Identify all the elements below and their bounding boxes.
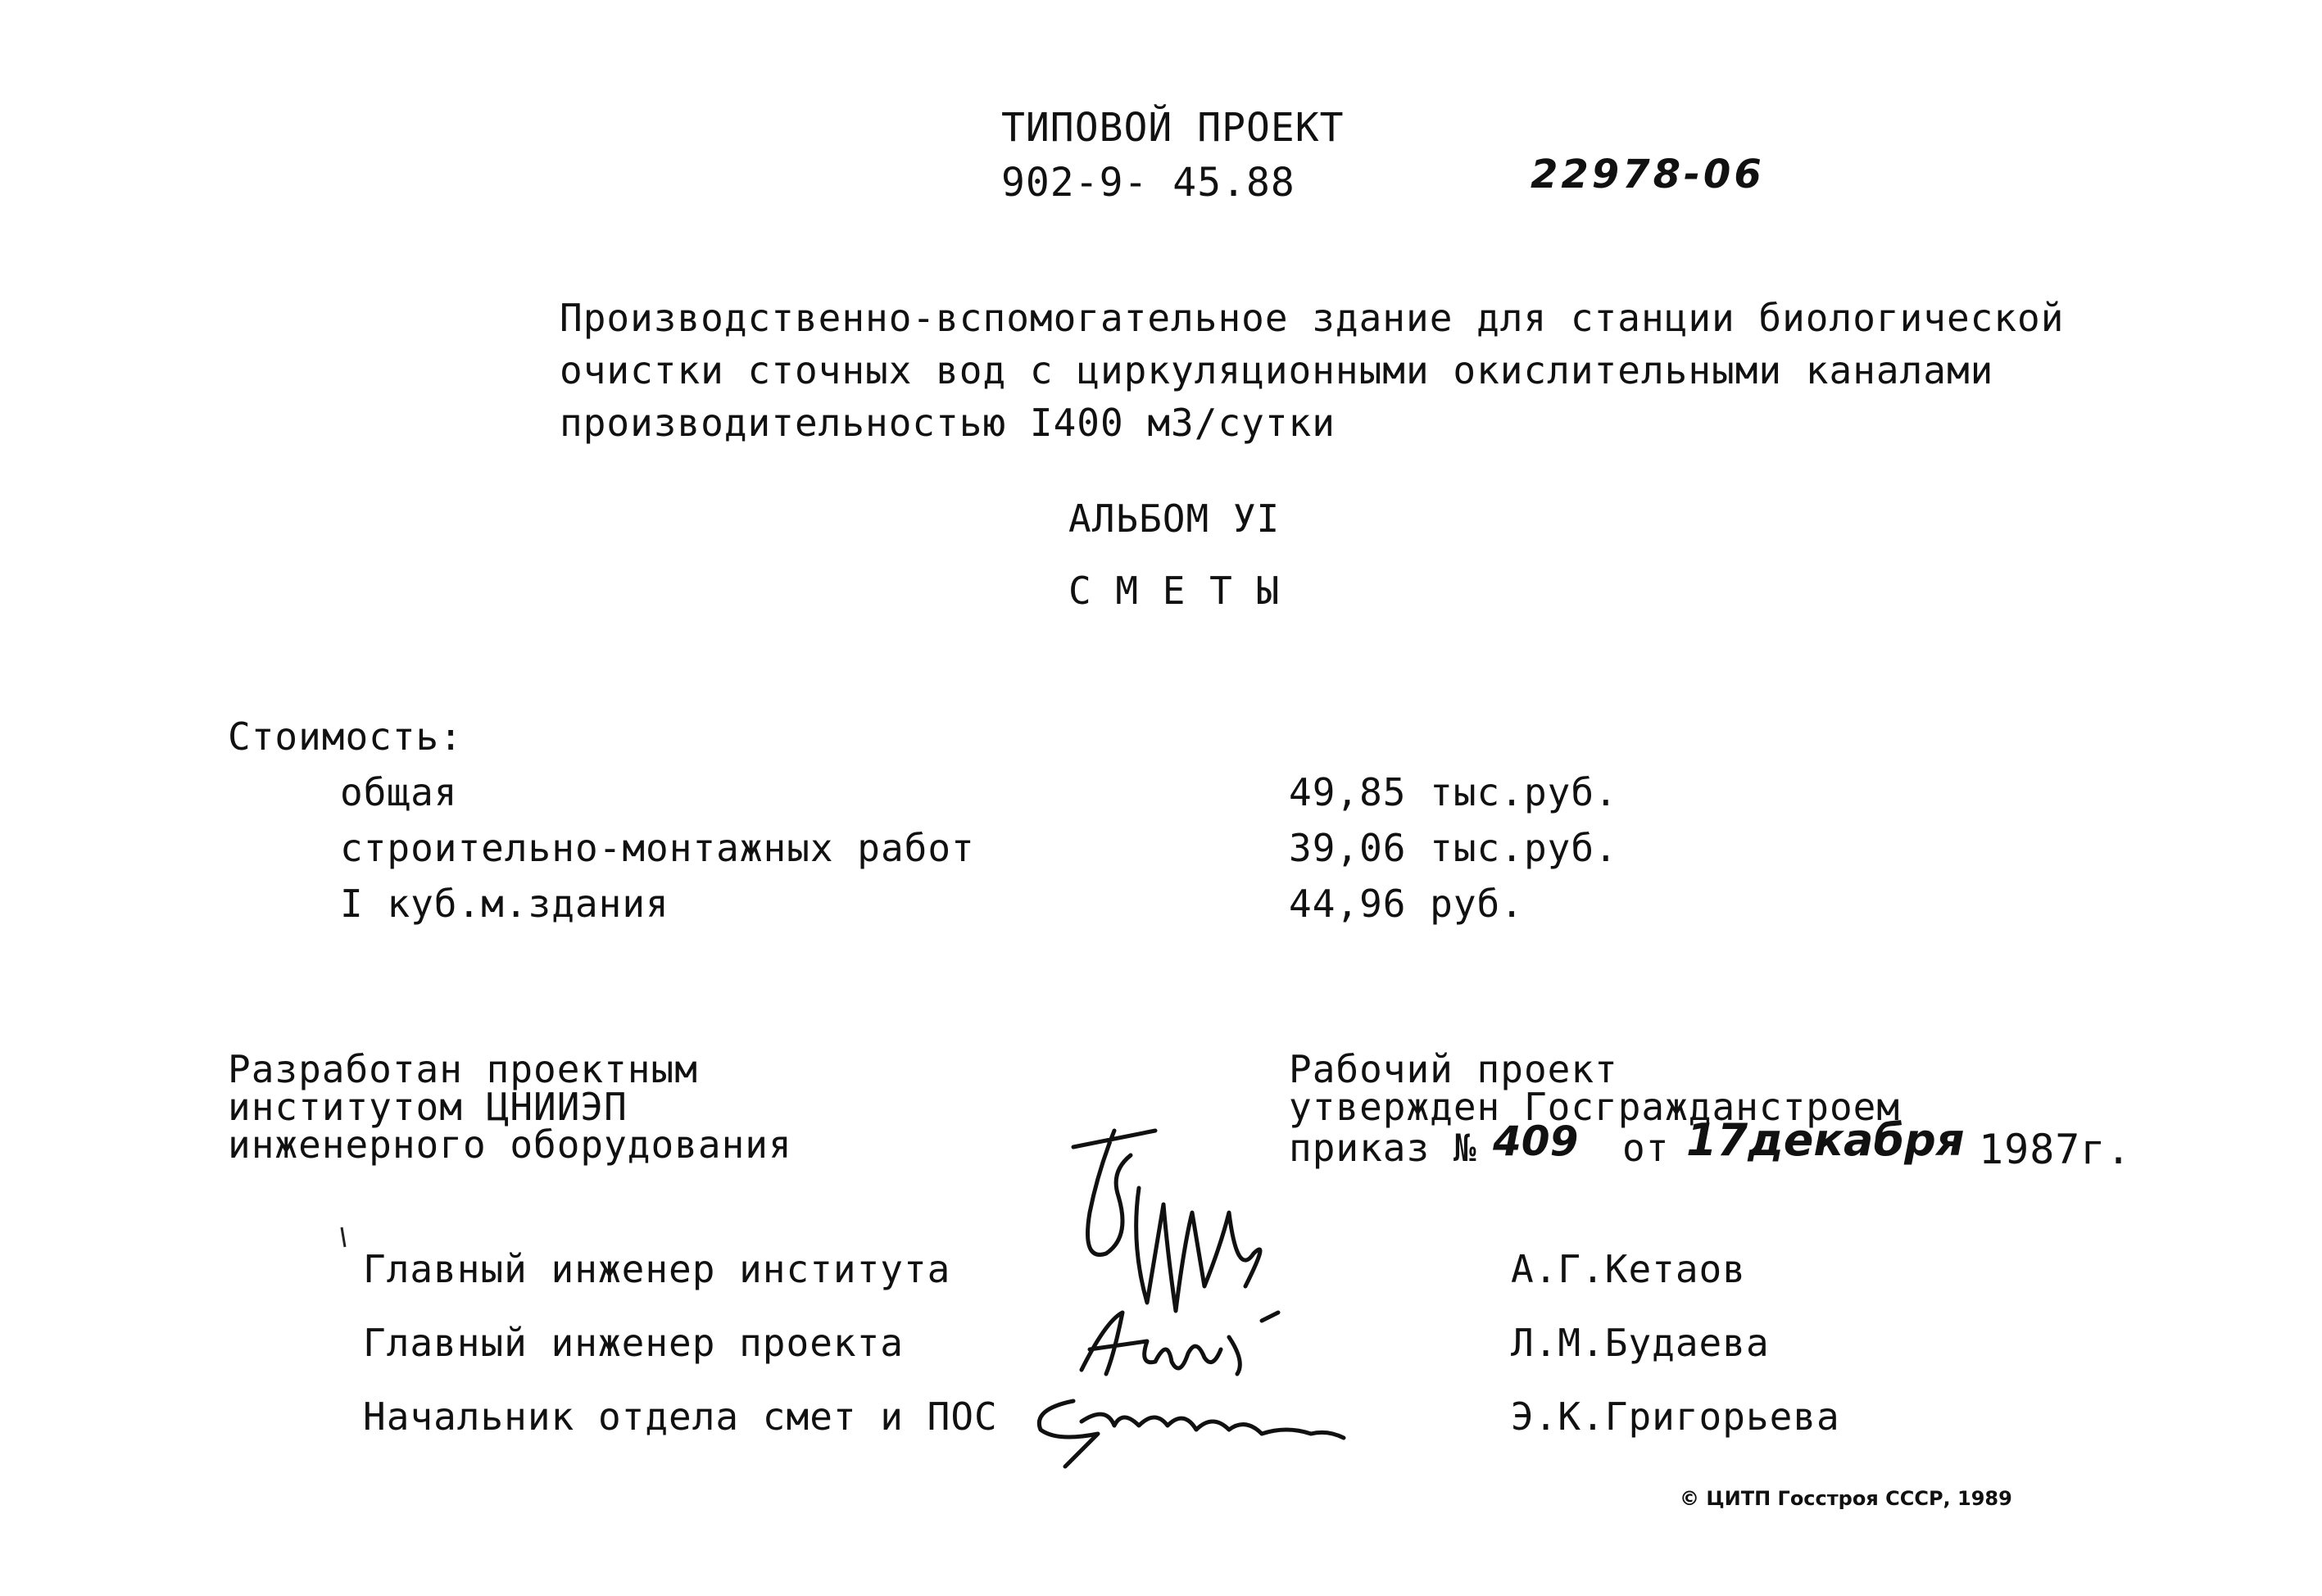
project-label: ТИПОВОЙ ПРОЕКТ: [1001, 105, 1345, 151]
signatory-role-head-estimates: Начальник отдела смет и ПОС: [363, 1394, 998, 1439]
approval-year: 1987г.: [1979, 1126, 2132, 1173]
project-number: 902-9- 45.88: [1001, 160, 1295, 206]
developer-line-1: Разработан проектным: [228, 1047, 698, 1091]
signatory-name-chief-engineer-project: Л.М.Будаева: [1511, 1321, 1770, 1365]
signature-3: [1024, 1385, 1352, 1475]
cost-label-construction: строительно-монтажных работ: [340, 826, 975, 870]
approval-order-prefix: приказ №: [1289, 1126, 1477, 1170]
approval-from-word: от: [1622, 1126, 1670, 1170]
title-line-2: очистки сточных вод с циркуляционными окислительными каналами: [560, 348, 1994, 392]
cost-heading: Стоимость:: [228, 714, 463, 759]
approval-line-2: утвержден Госгражданстроем: [1289, 1085, 1901, 1129]
developer-block: [228, 1047, 792, 1167]
signatory-name-chief-engineer-institute: А.Г.Кетаов: [1511, 1247, 1746, 1291]
approval-date: 17декабря: [1686, 1114, 1965, 1166]
signature-2: [1073, 1304, 1286, 1386]
signatory-name-head-estimates: Э.К.Григорьева: [1511, 1394, 1840, 1439]
signatory-role-chief-engineer-institute: Главный инженер института: [363, 1247, 951, 1291]
copyright: © ЦИТП Госстроя СССР, 1989: [1680, 1487, 2012, 1510]
developer-line-3: инженерного оборудования: [228, 1122, 792, 1167]
signatory-role-chief-engineer-project: Главный инженер проекта: [363, 1321, 904, 1365]
registry-number: 22978-06: [1531, 152, 1765, 197]
cost-value-total: 49,85 тыс.руб.: [1289, 770, 1618, 814]
title-line-1: Производственно-вспомогательное здание для станции биологической: [560, 296, 2065, 340]
cost-label-total: общая: [340, 770, 458, 814]
cost-label-per-cubic-meter: I куб.м.здания: [340, 882, 669, 926]
developer-line-2: институтом ЦНИИЭП: [228, 1085, 628, 1129]
tick-mark: [339, 1226, 349, 1250]
album-label: АЛЬБОМ УI: [1068, 496, 1281, 541]
approval-line-1: Рабочий проект: [1289, 1047, 1618, 1091]
cost-value-construction: 39,06 тыс.руб.: [1289, 826, 1618, 870]
signature-1: [1041, 1122, 1286, 1335]
cost-value-per-cubic-meter: 44,96 руб.: [1289, 882, 1524, 926]
section-label: С М Е Т Ы: [1068, 569, 1281, 613]
project-title: [560, 292, 2064, 449]
title-line-3: производительностью I400 м3/сутки: [560, 401, 1336, 445]
approval-order-number: 409: [1493, 1118, 1579, 1165]
